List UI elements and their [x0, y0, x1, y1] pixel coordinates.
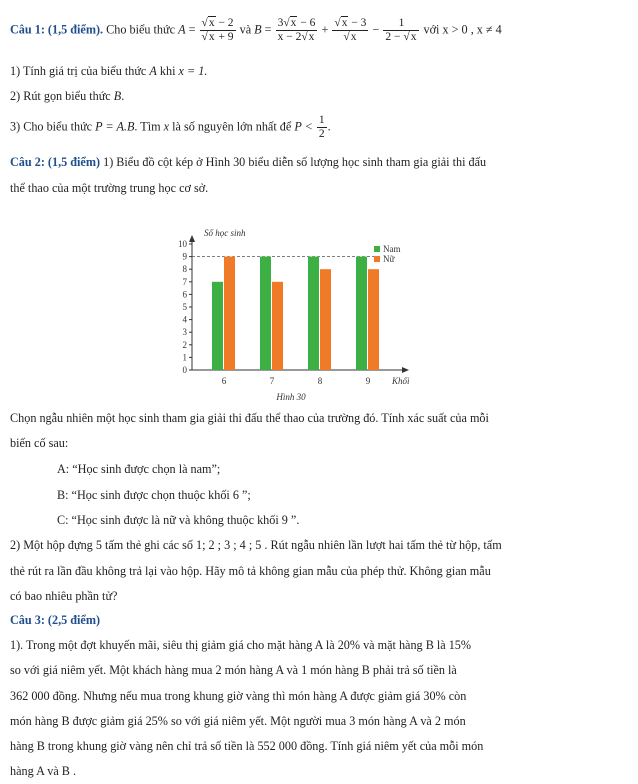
bar-chart	[170, 222, 450, 407]
bar-nam-9	[356, 257, 367, 370]
y-tick-label: 8	[182, 264, 187, 275]
q3-l1: 1). Trong một đợt khuyến mãi, siêu thị giảm giá cho mặt hàng A là 20% và mặt hàng B là 15%	[10, 638, 472, 652]
q1-part3: 3) Cho biểu thức P = A.B. Tìm x là số nguyên lớn nhất để P < $\frac{1}{2}$ .	[10, 114, 331, 140]
q1-intro: Cho biểu thức	[106, 22, 176, 37]
x-axis-arrow	[402, 367, 409, 373]
q1-label: Câu 1:	[10, 22, 45, 37]
bar-nam-7	[260, 257, 271, 370]
q2-p2-1: 2) Một hộp đựng 5 tấm thẻ ghi các số 1; 2 ; 3 ; 4 ; 5 . Rút ngẫu nhiên lần lượt hai tấm thẻ từ hộp, tấm	[10, 538, 502, 552]
q3-l4: món hàng B được giảm giá 25% so với giá niêm yết. Một người mua 3 món hàng A và 2 món	[10, 714, 466, 728]
event-B: B: “Học sinh được chọn thuộc khối 6 ”;	[57, 488, 251, 502]
y-tick-label: 3	[182, 327, 187, 338]
q2-after1: Chọn ngẫu nhiên một học sinh tham gia giải thi đấu thể thao của trường đó. Tính xác suất của mỗi	[10, 411, 489, 425]
q1-and: và	[239, 22, 252, 37]
y-tick-label: 10	[178, 239, 187, 249]
q3-title	[10, 613, 100, 628]
q2-p2-2: thẻ rút ra lần đầu không trả lại vào hộp. Hãy mô tả không gian mẫu của phép thử. Không gian mẫu	[10, 564, 491, 578]
y-axis-arrow	[189, 235, 195, 242]
q2-line2: thể thao của một trường trung học cơ sở.	[10, 181, 209, 195]
y-tick-label: 6	[182, 289, 187, 300]
y-tick-label: 2	[182, 339, 187, 350]
q3-l2: so với giá niêm yết. Một khách hàng mua 2 món hàng A và 1 món hàng B phải trả số tiền là	[10, 663, 457, 677]
bar-nữ-9	[368, 269, 379, 370]
y-tick-label: 4	[182, 314, 187, 325]
y-tick-label: 0	[182, 365, 187, 375]
q1-part2: 2) Rút gọn biểu thức B.	[10, 89, 125, 103]
fraction-B2: $\frac{√x - 3}{√x}$	[334, 17, 367, 43]
q3-l5: hàng B trong khung giờ vàng nên chỉ trả số tiền là 552 000 đồng. Tính giá niêm yết của mỗi món	[10, 739, 484, 753]
var-B: B	[254, 22, 262, 37]
q3-label: Câu 3:	[10, 613, 45, 627]
legend-label-nam: Nam	[383, 244, 401, 254]
fraction-half: $\frac{1}{2}$	[318, 114, 325, 140]
q2-p2-3: có bao nhiêu phần tử?	[10, 589, 118, 603]
y-tick-label: 1	[182, 352, 187, 363]
x-tick-label: 6	[221, 376, 227, 386]
q2-after2: biến cố sau:	[10, 436, 69, 450]
q1-part1: 1) Tính giá trị của biểu thức A khi x = 1.	[10, 64, 208, 78]
event-A: A: “Học sinh được chọn là nam”;	[57, 462, 221, 476]
q2-points: (1,5 điểm)	[47, 155, 101, 169]
q3-points: (2,5 điểm)	[47, 613, 101, 627]
q3-l6: hàng A và B .	[10, 764, 77, 778]
y-tick-label: 9	[182, 251, 187, 262]
x-tick-label: 8	[317, 376, 323, 386]
legend-swatch-nữ	[374, 256, 380, 262]
var-A: A	[178, 22, 186, 37]
x-axis-label: Khối	[392, 376, 410, 386]
bar-nữ-7	[272, 282, 283, 370]
bar-nam-6	[212, 282, 223, 370]
q2-line1: Câu 2: (1,5 điểm) 1) Biểu đồ cột kép ở Hình 30 biểu diễn số lượng học sinh tham gia giải thi đấu	[10, 155, 487, 169]
x-tick-label: 9	[365, 376, 371, 386]
bar-nam-8	[308, 257, 319, 370]
x-tick-label: 7	[269, 376, 275, 386]
bar-nữ-8	[320, 269, 331, 370]
y-tick-label: 5	[182, 302, 187, 312]
q1-points: (1,5 điểm).	[47, 22, 104, 37]
y-tick-label: 7	[182, 276, 187, 287]
q2-label: Câu 2:	[10, 155, 45, 169]
chart-caption: Hình 30	[276, 392, 306, 402]
fraction-B1: $\frac{3√x - 6}{x - 2√x}$	[277, 17, 316, 43]
fraction-A: $\frac{√x - 2}{√x + 9}$	[201, 17, 234, 43]
event-C: C: “Học sinh được là nữ và không thuộc khối 9 ”.	[57, 513, 300, 527]
q3-l3: 362 000 đồng. Nhưng nếu mua trong khung giờ vàng thì món hàng A được giảm giá 30% còn	[10, 689, 467, 703]
bar-nữ-6	[224, 257, 235, 370]
legend-label-nữ: Nữ	[383, 254, 395, 264]
legend-swatch-nam	[374, 246, 380, 252]
fraction-B3: $\frac{1}{2 - √x}$	[383, 17, 419, 44]
y-axis-label: Số học sinh	[204, 228, 246, 238]
q1-line1: Câu 1: (1,5 điểm). Cho biểu thức A = $\frac{√x - 2}{√x + 9}$ và B = $\frac{3√x - 6}{x - 2√x}$ + $\frac{√x - 3}{√x}$ − $\frac{1}{2 - √x}$ với x > 0 , x ≠ 4	[10, 17, 502, 43]
q1-condition: với x > 0 , x ≠ 4	[423, 22, 502, 37]
